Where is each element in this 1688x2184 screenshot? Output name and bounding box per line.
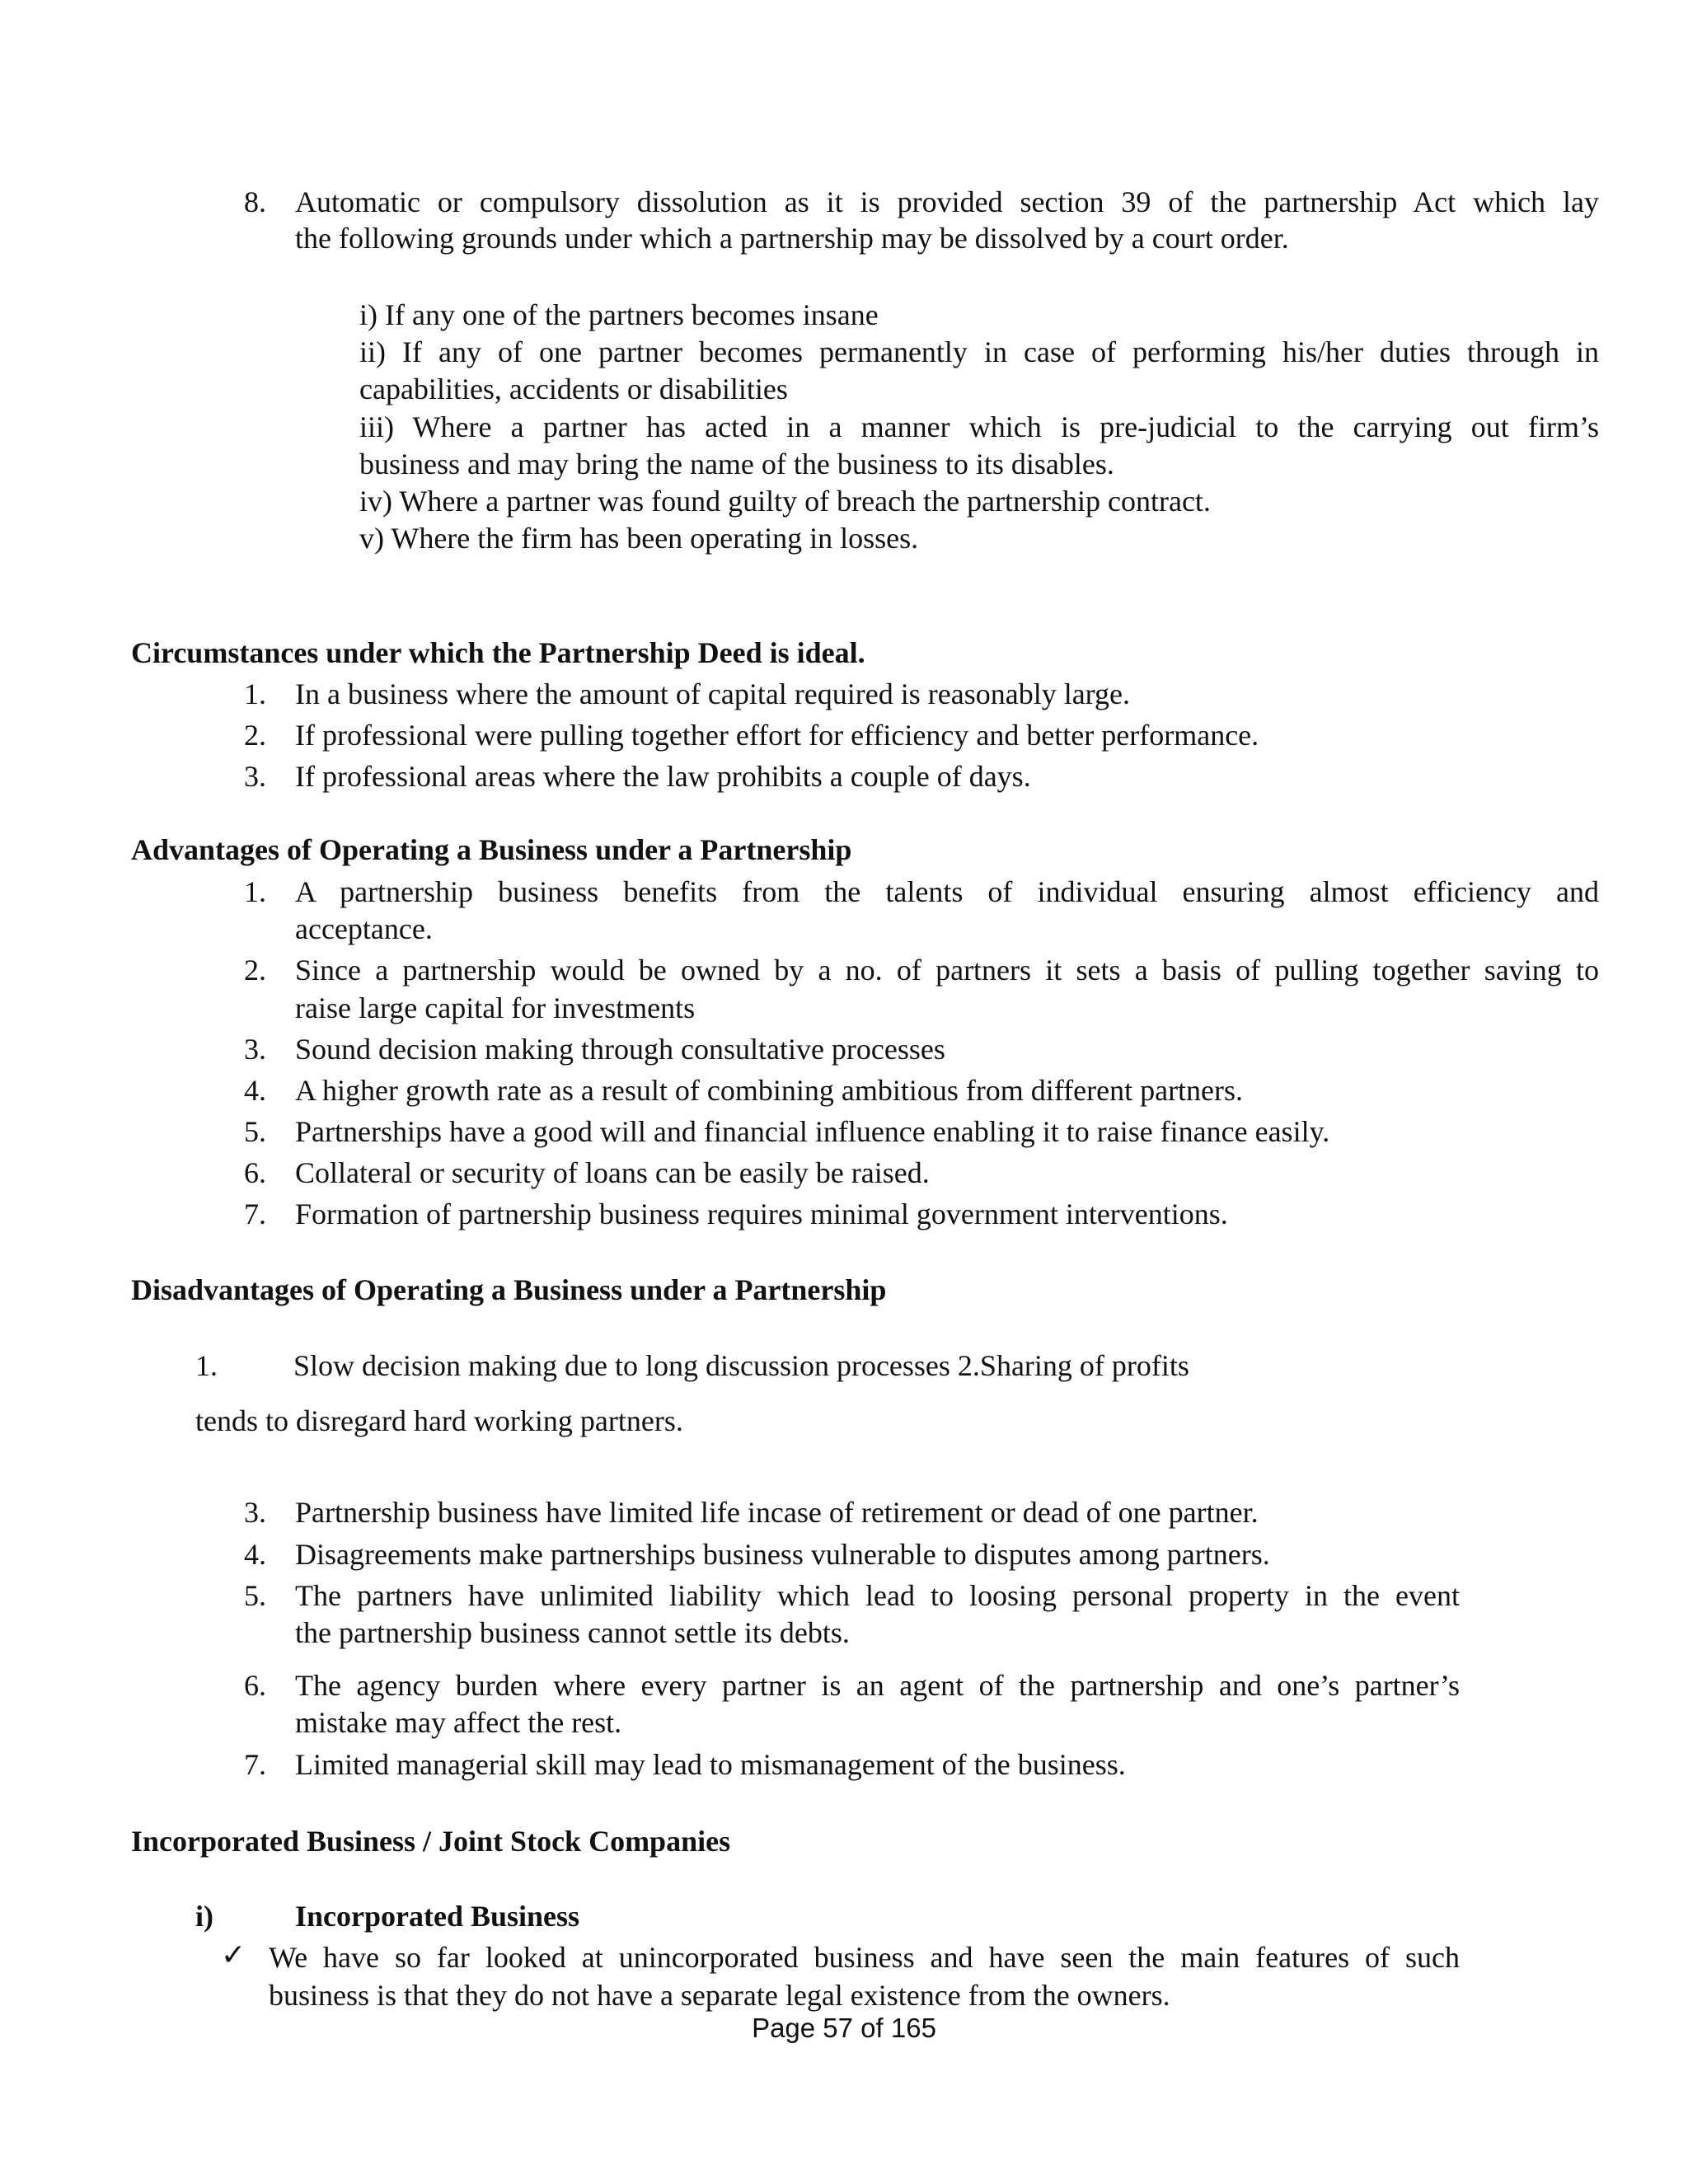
list-item-text: The partners have unlimited liability which lead to loosing personal property in the event: [295, 1579, 1460, 1612]
checkmark-icon: ✓: [221, 1938, 246, 1972]
list-item-text: Collateral or security of loans can be easily be raised.: [295, 1156, 930, 1189]
list-number: 6.: [244, 1156, 266, 1189]
list-item-text: Since a partnership would be owned by a no. of partners it sets a basis of pulling together saving to: [295, 954, 1599, 987]
list-number: 7.: [244, 1748, 266, 1781]
ground-item: v) Where the firm has been operating in losses.: [359, 522, 919, 555]
list-number: 1.: [195, 1349, 218, 1382]
list-item-text: Partnerships have a good will and financial influence enabling it to raise finance easily.: [295, 1115, 1330, 1148]
ground-item: i) If any one of the partners becomes insane: [359, 298, 879, 331]
list-number: 5.: [244, 1115, 266, 1148]
list-item-text: the partnership business cannot settle its debts.: [295, 1616, 850, 1649]
section-heading: Advantages of Operating a Business under a Partnership: [131, 833, 852, 866]
ground-item: capabilities, accidents or disabilities: [359, 373, 788, 405]
list-item-text: acceptance.: [295, 912, 433, 945]
list-item-text: raise large capital for investments: [295, 991, 696, 1024]
list-item-text: mistake may affect the rest.: [295, 1706, 622, 1739]
list-item-text: The agency burden where every partner is an agent of the partnership and one’s partner’s: [295, 1669, 1460, 1702]
ground-item: ii) If any of one partner becomes permanently in case of performing his/her duties through in: [359, 335, 1599, 368]
list-item-text: Formation of partnership business requires minimal government interventions.: [295, 1197, 1228, 1230]
list-item-text: In a business where the amount of capital required is reasonably large.: [295, 677, 1130, 710]
list-item-text: Sound decision making through consultative processes: [295, 1033, 945, 1066]
list-number: 1.: [244, 875, 266, 908]
list-number: 6.: [244, 1669, 266, 1702]
list-item-text: A higher growth rate as a result of combining ambitious from different partners.: [295, 1074, 1244, 1107]
section-heading: Incorporated Business / Joint Stock Companies: [131, 1825, 731, 1858]
list-item-text: A partnership business benefits from the talents of individual ensuring almost efficiency and: [295, 875, 1599, 908]
list-item-text: the following grounds under which a partnership may be dissolved by a court order.: [295, 222, 1289, 255]
bullet-text: We have so far looked at unincorporated business and have seen the main features of such: [269, 1941, 1460, 1974]
list-number: 3.: [244, 1033, 266, 1066]
list-number: 7.: [244, 1197, 266, 1230]
bullet-text: business is that they do not have a separate legal existence from the owners.: [269, 1979, 1170, 2012]
ground-item: iii) Where a partner has acted in a manner which is pre-judicial to the carrying out firm’s: [359, 410, 1599, 443]
list-number: 8.: [244, 185, 266, 218]
list-item-text: If professional areas where the law prohibits a couple of days.: [295, 760, 1031, 793]
list-number: 3.: [244, 760, 266, 793]
list-number: 4.: [244, 1074, 266, 1107]
subsection-heading: Incorporated Business: [295, 1900, 580, 1933]
list-item-text: If professional were pulling together effort for efficiency and better performance.: [295, 719, 1259, 752]
subsection-number: i): [195, 1900, 213, 1933]
list-item-text: Disagreements make partnerships business vulnerable to disputes among partners.: [295, 1538, 1270, 1571]
list-number: 1.: [244, 677, 266, 710]
page-number: Page 57 of 165: [752, 2013, 936, 2043]
list-number: 4.: [244, 1538, 266, 1571]
list-item-text: Slow decision making due to long discussion processes 2.Sharing of profits: [293, 1349, 1189, 1382]
list-item-text: Limited managerial skill may lead to mismanagement of the business.: [295, 1748, 1126, 1781]
list-number: 5.: [244, 1579, 266, 1612]
section-heading: Disadvantages of Operating a Business under a Partnership: [131, 1273, 887, 1306]
list-item-text: Automatic or compulsory dissolution as it is provided section 39 of the partnership Act which lay: [295, 185, 1599, 218]
section-heading: Circumstances under which the Partnership Deed is ideal.: [131, 636, 865, 669]
list-item-text: tends to disregard hard working partners.: [195, 1404, 683, 1437]
list-item-text: Partnership business have limited life incase of retirement or dead of one partner.: [295, 1496, 1259, 1529]
ground-item: business and may bring the name of the business to its disables.: [359, 448, 1114, 480]
ground-item: iv) Where a partner was found guilty of breach the partnership contract.: [359, 485, 1211, 518]
list-number: 2.: [244, 954, 266, 987]
list-number: 3.: [244, 1496, 266, 1529]
list-number: 2.: [244, 719, 266, 752]
